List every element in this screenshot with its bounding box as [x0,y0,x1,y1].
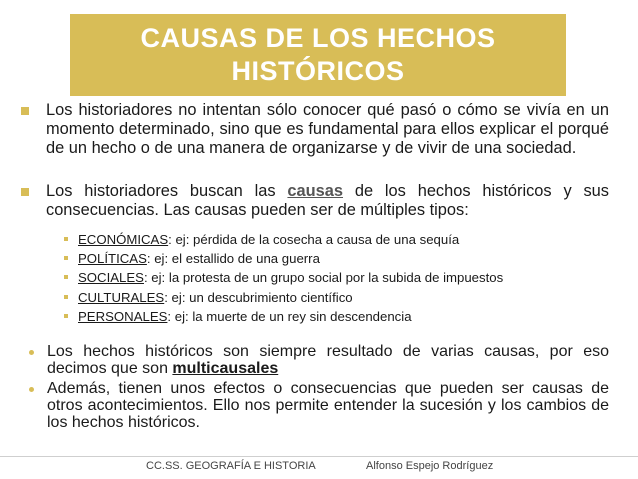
square-bullet-icon [21,107,29,115]
multicausales-emphasis: multicausales [172,360,279,377]
list-item-economicas [78,230,608,249]
footer-author: Alfonso Espejo Rodríguez [366,460,494,472]
cause-type: PERSONALES [78,308,168,324]
causes-list [78,230,608,326]
square-bullet-icon [64,275,68,279]
bullet-multicausal [47,343,609,377]
slide-title: CAUSAS DE LOS HECHOS HISTÓRICOS [140,23,496,86]
cause-example: : ej: la muerte de un rey sin descendencia [167,308,412,324]
square-bullet-icon [64,237,68,241]
cause-type: POLÍTICAS [78,251,147,267]
title-banner [70,14,566,96]
cause-example: : ej: pérdida de la cosecha a causa de una sequía [168,232,460,247]
list-item-culturales [78,288,608,307]
list-item-personales [78,307,608,326]
cause-type: CULTURALES [78,289,165,305]
square-bullet-icon [21,188,29,196]
bullet-historians-purpose [46,101,609,158]
cause-example: : ej: el estallido de una guerra [146,251,320,267]
footer-divider [0,456,638,457]
dot-bullet-icon [29,387,34,392]
square-bullet-icon [64,314,68,318]
causas-emphasis: causas [287,182,344,200]
bullet-text-after: de los hechos históricos y sus consecuencias. Las causas pueden ser de múltiples tipos: [46,182,609,219]
bullet-text: Además, tienen unos efectos o consecuencias que pueden ser causas de otros acontecimientos. Ello nos permite entender la sucesión y los cambios de los hechos históricos. [47,380,609,431]
cause-example: : ej: un descubrimiento científico [164,289,353,305]
bullet-text: Los historiadores no intentan sólo conocer qué pasó o cómo se vivía en un momento determinado, sino que es fundamental para ellos explicar el porqué de un hecho o de una manera de organizarse y de vivir de una sociedad. [46,101,609,157]
square-bullet-icon [64,256,68,260]
square-bullet-icon [64,295,68,299]
bullet-historians-causes [46,182,609,220]
bullet-text-before: Los hechos históricos son siempre resultado de varias causas, por eso decimos que son [47,343,609,377]
bullet-effects [47,380,609,431]
footer-subject: CC.SS. GEOGRAFÍA E HISTORIA [146,460,316,472]
cause-type: ECONÓMICAS [78,232,169,247]
list-item-sociales [78,268,608,287]
bullet-text-before: Los historiadores buscan las [46,182,288,200]
dot-bullet-icon [29,350,34,355]
cause-type: SOCIALES [78,270,144,286]
cause-example: : ej: la protesta de un grupo social por la subida de impuestos [143,270,504,286]
list-item-politicas [78,249,608,268]
